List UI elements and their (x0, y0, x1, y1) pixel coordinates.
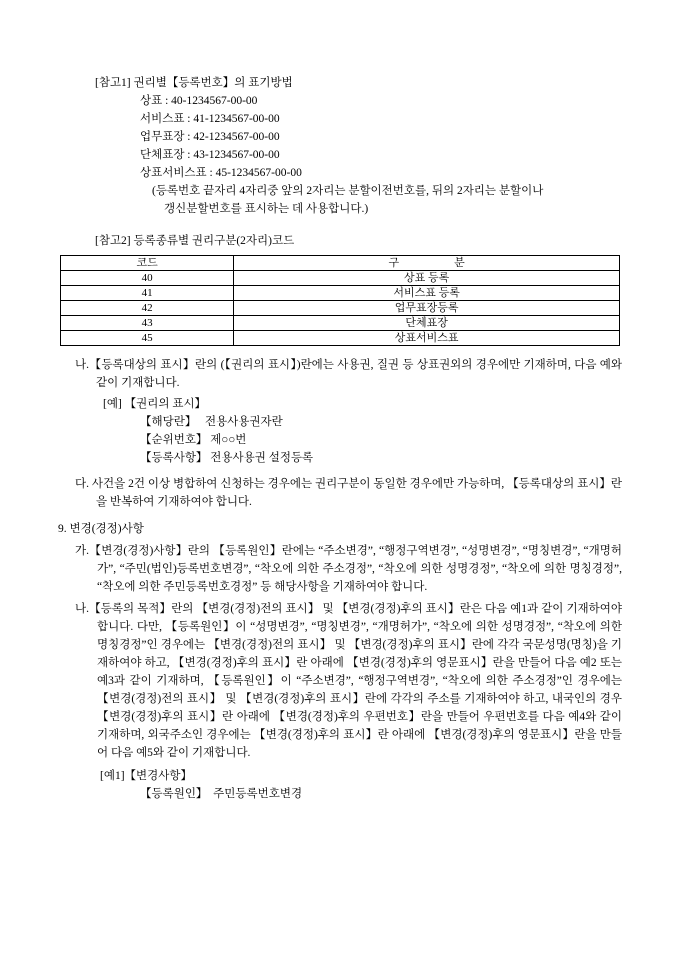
section9-title: 9. 변경(경정)사항 (58, 523, 144, 535)
ref1-item-businessmark: 업무표장 : 42-1234567-00-00 (140, 131, 280, 143)
table-row (61, 271, 620, 286)
table-cell-category: 업무표장등록 (234, 301, 620, 316)
example-line-registration: 【등록사항】 전용사용권 설정등록 (140, 452, 314, 464)
table-cell-code: 42 (61, 301, 234, 316)
table-cell-code: 45 (61, 331, 234, 346)
table-cell-code: 40 (61, 271, 234, 286)
table-cell-category: 서비스표 등록 (234, 286, 620, 301)
paragraph-da: 다. 사건을 2건 이상 병합하여 신청하는 경우에는 권리구분이 동일한 경우에만 가능하며, 【등록대상의 표시】란을 반복하여 기재하여야 합니다. (75, 478, 622, 508)
section9-paragraph-na: 나.【등록의 목적】란의 【변경(경정)전의 표시】 및 【변경(경정)후의 표시】란은 다음 예1과 같이 기재하여야 합니다. 다만, 【등록원인】이 “성명변경”, “명칭변경”, “개명허가”, “착오에 의한 성명경정”, “착오에 의한 명칭경정”인 경우에는 【변경(경정)전의 표시】 및 【변경(경정)후의 표시】란에 각각 국문성명(명칭)을 기재하여야 하고, 【변경(경정)후의 표시】란 아래에 【변경(경정)후의 영문표시】란을 만들어 다음 예2 또는 예3과 같이 기재하며, 【등록원인】이 “주소변경”, “행정구역변경”, “착오에 의한 주소경정”인 경우에는 【변경(경정)전의 표시】 및 【변경(경정)후의 표시】란에 각각의 주소를 기재하여야 하고, 내국인의 경우 【변경(경정)후의 표시】란 아래에 【변경(경정)후의 우편번호】란을 만들어 우편번호를 다음 예4와 같이 기재하며, 외국주소인 경우에는 【변경(경정)후의 표시】란 아래에 【변경(경정)후의 영문표시】란을 만들어 다음 예5와 같이 기재합니다. (75, 603, 622, 759)
table-header-category: 구 분 (234, 256, 620, 271)
table-cell-category: 상표 등록 (234, 271, 620, 286)
ref1-note (58, 182, 622, 218)
table-row (61, 286, 620, 301)
table-cell-category: 단체표장 (234, 316, 620, 331)
ref1-item-servicemark: 서비스표 : 41-1234567-00-00 (140, 113, 280, 125)
table-header-row (61, 256, 620, 271)
example-line-ranknumber: 【순위번호】 제○○번 (140, 434, 247, 446)
ref1-item-collectivemark: 단체표장 : 43-1234567-00-00 (140, 149, 280, 161)
table-cell-code: 41 (61, 286, 234, 301)
ref1-item-list (58, 92, 622, 182)
example-label: [예] 【권리의 표시】 (103, 398, 207, 410)
ref1-note-line1: (등록번호 끝자리 4자리중 앞의 2자리는 분할이전번호를, 뒤의 2자리는 분할이나 (152, 185, 544, 197)
paragraph-na: 나.【등록대상의 표시】란의 (【권리의 표시】)란에는 사용권, 질권 등 상표권외의 경우에만 기재하며, 다음 예와 같이 기재합니다. (75, 359, 622, 389)
table-cell-code: 43 (61, 316, 234, 331)
example1-label: [예1]【변경사항】 (100, 770, 192, 782)
example-line-field: 【해당란】 전용사용권자란 (140, 416, 283, 428)
ref1-note-line2: 갱신분할번호를 표시하는 데 사용합니다.) (164, 203, 369, 215)
ref2-title: [참고2] 등록종류별 권리구분(2자리)코드 (95, 235, 295, 247)
ref1-title: [참고1] 권리별【등록번호】의 표기방법 (95, 77, 293, 89)
rights-code-table-wrap (60, 255, 620, 346)
table-row (61, 316, 620, 331)
ref1-item-trademark-servicemark: 상표서비스표 : 45-1234567-00-00 (140, 167, 302, 179)
section9-paragraph-ga: 가.【변경(경정)사항】란의 【등록원인】란에는 “주소변경”, “행정구역변경”, “성명변경”, “명칭변경”, “개명허가”, “주민(법인)등록번호변경”, “착오에 의한 주소경정”, “착오에 의한 성명경정”, “착오에 의한 명칭경정”, “착오에 의한 주민등록번호경정” 등 해당사항을 기재하여야 합니다. (75, 545, 622, 593)
example1-line-cause: 【등록원인】 주민등록번호변경 (140, 788, 303, 800)
table-row (61, 301, 620, 316)
table-row (61, 331, 620, 346)
table-cell-category: 상표서비스표 (234, 331, 620, 346)
ref1-item-trademark: 상표 : 40-1234567-00-00 (140, 95, 258, 107)
table-header-code: 코드 (61, 256, 234, 271)
rights-code-table (60, 255, 620, 346)
